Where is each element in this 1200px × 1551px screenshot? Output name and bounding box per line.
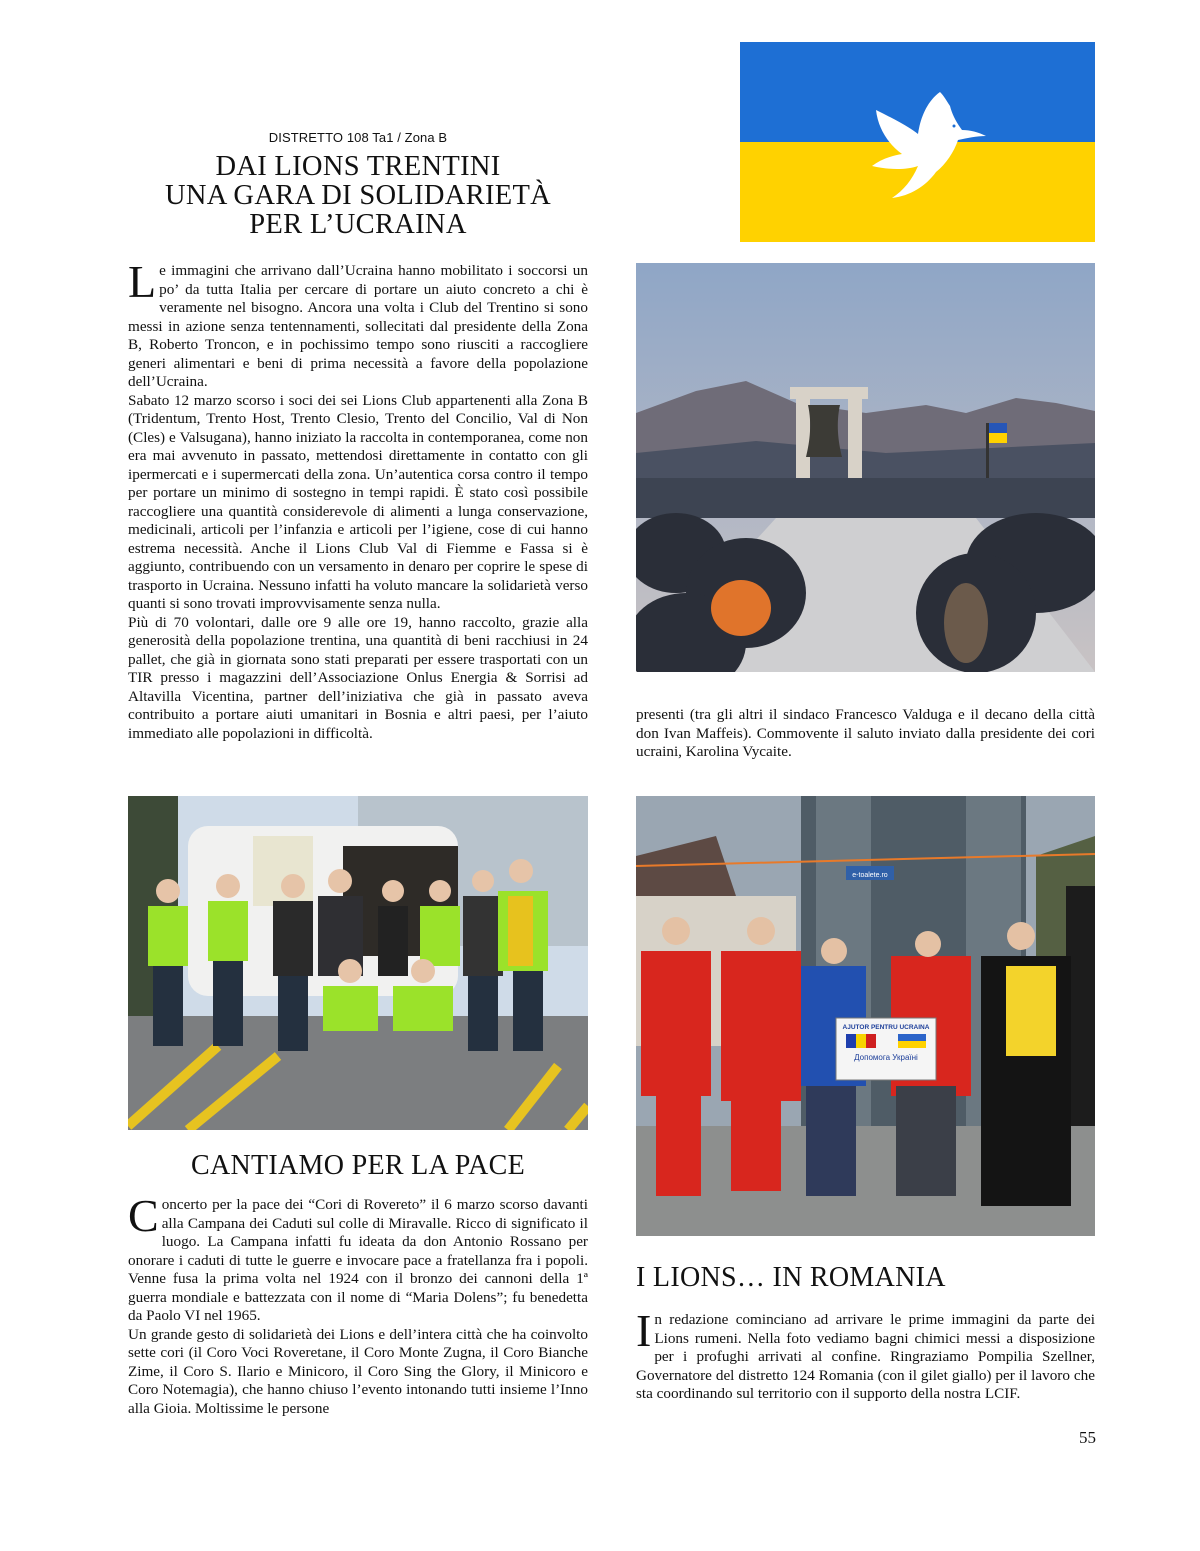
title-line: UNA GARA DI SOLIDARIETÀ bbox=[164, 180, 552, 211]
section-title: I LIONS… IN ROMANIA bbox=[636, 1262, 946, 1293]
section-title: CANTIAMO PER LA PACE bbox=[190, 1150, 525, 1181]
paragraph: Le immagini che arrivano dall’Ucraina hanno mobilitato i soccorsi un po’ da tutta Italia per cercare di portare un aiuto concreto a chi è veramente nel bisogno. Ancora una volta i Club del Trentino si sono messi in azione senza tentennamenti, sollecitati dal presidente della Zona B, Roberto Troncon, e in pochissimo tempo sono riusciti a raccogliere generi alimentari e beni di prima necessità a favore della popolazione dell’Ucraina. bbox=[128, 256, 588, 390]
paragraph: Sabato 12 marzo scorso i soci dei sei Lions Club appartenenti alla Zona B (Tridentum, Trento Host, Trento Clesio, Trento del Concilio, Val di Non (Cles) e Valsugana), hanno iniziato la raccolta in contemporanea, come non era mai avvenuto in passato, mettendosi direttamente in contatto con gli ipermercati e i supermercati della zona. Un’autentica corsa contro il tempo per portare un minimo di sostegno in tempi rapidi. È stato così possibile raccogliere una quantità considerevole di alimenti a lunga conservazione, medicinali, articoli per l’infanzia e articoli per l’igiene, cose di cui hanno estrema necessità. Anche il Lions Club Val di Fiemme e Fassa si è aggiunto, contribuendo con un versamento in denaro per coprire le spese di trasporto in Ucraina. Nessuno infatti ha voluto mancare la solidarietà verso quanti si sono trovati improvvisamente senza nulla. bbox=[128, 391, 588, 612]
article-body bbox=[128, 1190, 588, 1418]
section-kicker: DISTRETTO 108 Ta1 / Zona B bbox=[268, 130, 448, 145]
paragraph: Più di 70 volontari, dalle ore 9 alle ore 19, hanno raccolto, grazie alla generosità della popolazione trentina, una quantità di beni racchiusi in 24 pallet, che già in giornata sono stati preparati per essere trasportati con un TIR presso i magazzini dell’Associazione Onlus Energia & Sorrisi ad Altavilla Vicentina, partner dell’iniziativa che già in passato aveva contribuito a portare aiuti umanitari in Bosnia e altri paesi, per l’aiuto immediato alle popolazioni in difficoltà. bbox=[128, 613, 588, 742]
romania-lions-photo bbox=[636, 796, 1095, 1236]
title-line: PER L’UCRAINA bbox=[249, 209, 467, 240]
article-title bbox=[128, 152, 588, 239]
toilet-label: e-toalete.ro bbox=[852, 872, 888, 879]
article-body bbox=[128, 256, 588, 743]
concert-bell-photo bbox=[636, 263, 1095, 672]
drop-cap: I bbox=[636, 1305, 652, 1356]
drop-cap: L bbox=[128, 256, 157, 307]
article-continuation: presenti (tra gli altri il sindaco Francesco Valduga e il decano della città don Ivan Maffeis). Commovente il saluto inviato dalla presidente dei cori ucraini, Karolina Vycaite. bbox=[636, 706, 1095, 760]
volunteers-van-photo bbox=[128, 796, 588, 1130]
paragraph: Concerto per la pace dei “Cori di Rovereto” il 6 marzo scorso davanti alla Campana dei Caduti sul colle di Miravalle. Ricco di significato il luogo. La Campana infatti fu ideata da don Antonio Rossano per onorare i caduti di tutte le guerre e invocare pace a fratellanza fra i popoli. Venne fusa la prima volta nel 1924 con il bronzo dei cannoni della 1ª guerra mondiale e battezzata con il nome di “Maria Dolens”; fu benedetta da Paolo VI nel 1965. bbox=[128, 1190, 588, 1324]
drop-cap: C bbox=[128, 1190, 159, 1241]
paragraph: In redazione cominciano ad arrivare le prime immagini da parte dei Lions rumeni. Nella foto vediamo bagni chimici messi a disposizione per i profughi arrivati al confine. Ringraziamo Pompilia Szellner, Governatore del distretto 124 Romania (con il gilet giallo) per il lavoro che sta coordinando sul territorio con il supporto della nostra LCIF. bbox=[636, 1305, 1095, 1402]
page-number: 55 bbox=[1079, 1428, 1096, 1447]
sign-line-2: Допомога Україні bbox=[854, 1053, 918, 1062]
paragraph: Un grande gesto di solidarietà dei Lions e dell’intera città che ha coinvolto sette cori (il Coro Voci Roveretane, il Coro Monte Zugna, il Coro Bianche Zime, il Coro S. Ilario e Minicoro, il Coro Sing the Glory, il Minicoro e Coro Notemagia), che hanno chiuso l’evento intonando tutti insieme l’Inno alla Gioia. Moltissime le persone bbox=[128, 1325, 588, 1417]
title-line: DAI LIONS TRENTINI bbox=[215, 151, 501, 182]
ukraine-flag-dove-image bbox=[740, 42, 1095, 242]
sign-line-1: AJUTOR PENTRU UCRAINA bbox=[842, 1024, 930, 1031]
article-body bbox=[636, 1305, 1095, 1404]
